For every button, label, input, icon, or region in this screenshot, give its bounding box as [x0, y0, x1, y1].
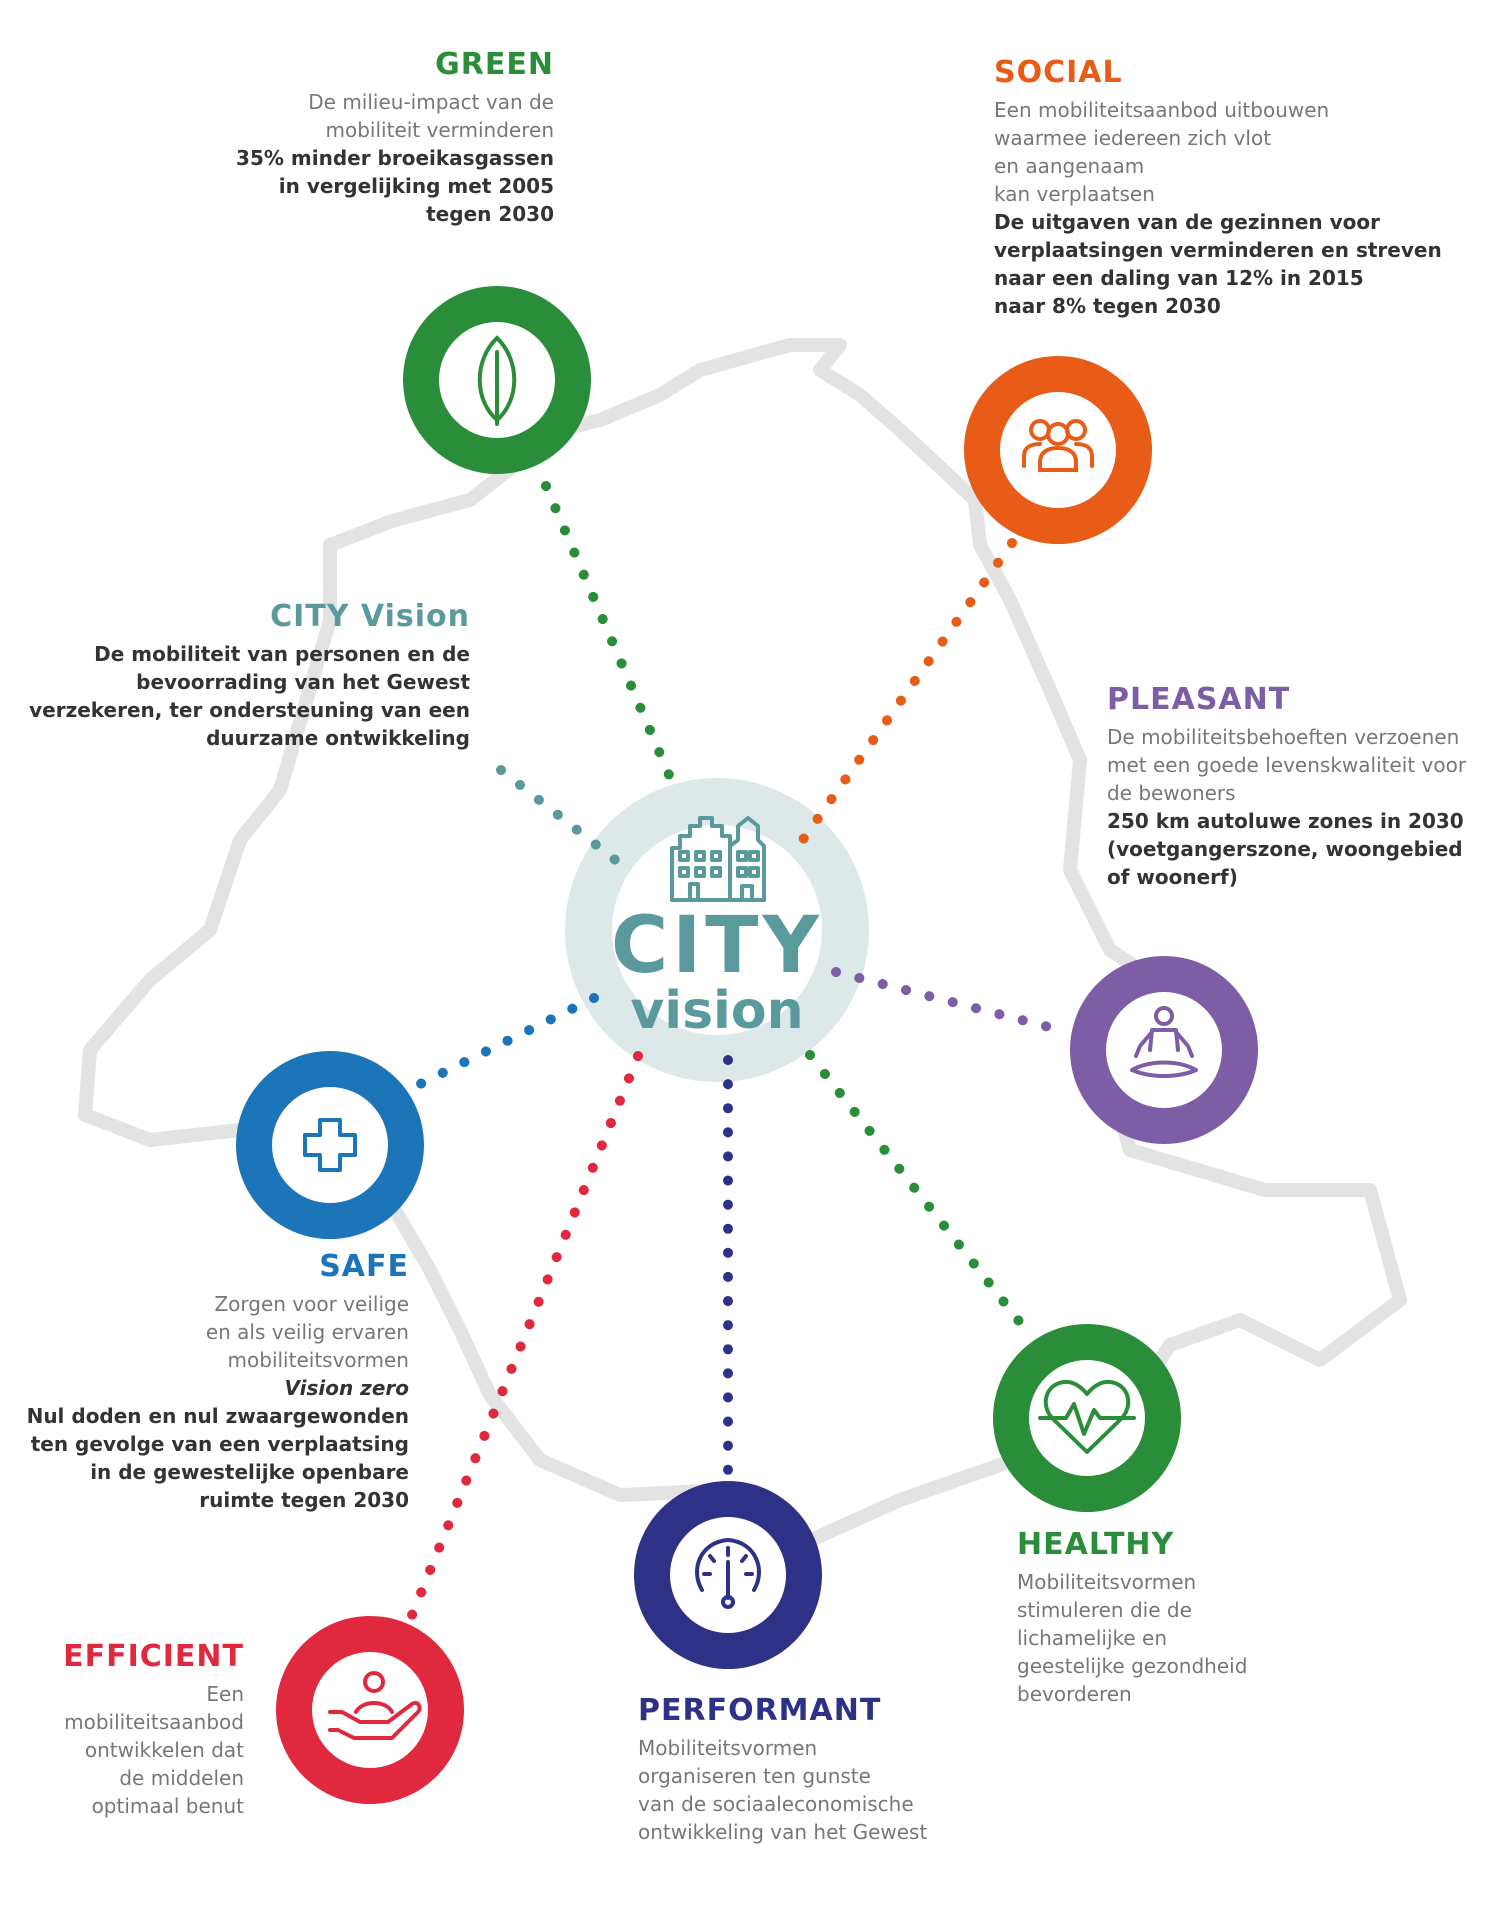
safe-target: ten gevolge van een verplaatsing: [30, 1432, 409, 1456]
node-performant: [634, 1481, 822, 1669]
performant-text-block: [638, 1694, 927, 1846]
node-efficient: [276, 1616, 464, 1804]
healthy-line: stimuleren die de: [1017, 1598, 1192, 1622]
efficient-line: de middelen: [119, 1766, 244, 1790]
healthy-text-block: [1017, 1528, 1247, 1708]
pleasant-target: 250 km autoluwe zones in 2030: [1107, 809, 1464, 833]
node-safe: [236, 1051, 424, 1239]
pleasant-text-block: [1107, 683, 1466, 891]
healthy-line: lichamelijke en: [1017, 1626, 1168, 1650]
social-text-block: [994, 56, 1442, 320]
safe-title: SAFE: [319, 1249, 409, 1284]
social-target: naar een daling van 12% in 2015: [994, 266, 1364, 290]
healthy-title: HEALTHY: [1017, 1527, 1175, 1562]
node-social: [964, 356, 1152, 544]
healthy-line: Mobiliteitsvormen: [1017, 1570, 1197, 1594]
healthy-line: geestelijke gezondheid: [1017, 1654, 1248, 1678]
city-line: De mobiliteit van personen en de: [94, 642, 470, 666]
node-green: [403, 286, 591, 474]
social-line: kan verplaatsen: [994, 182, 1155, 206]
social-target: De uitgaven van de gezinnen voor: [994, 210, 1380, 234]
city-text-block: [29, 600, 470, 752]
green-target: tegen 2030: [426, 202, 554, 226]
city-line: bevoorrading van het Gewest: [136, 670, 470, 694]
green-target: 35% minder broeikasgassen: [236, 146, 554, 170]
green-title: GREEN: [435, 47, 554, 82]
connector-efficient: [412, 1056, 638, 1615]
city-line: duurzame ontwikkeling: [206, 726, 470, 750]
pleasant-line: met een goede levenskwaliteit voor: [1107, 753, 1467, 777]
pleasant-line: de bewoners: [1107, 781, 1236, 805]
safe-vision-zero: Vision zero: [284, 1376, 409, 1400]
node-pleasant: [1070, 956, 1258, 1144]
center-subtitle: vision: [630, 981, 804, 1041]
social-line: waarmee iedereen zich vlot: [994, 126, 1272, 150]
social-line: Een mobiliteitsaanbod uitbouwen: [994, 98, 1330, 122]
social-target: naar 8% tegen 2030: [994, 294, 1221, 318]
healthy-line: bevorderen: [1017, 1682, 1132, 1706]
pleasant-line: De mobiliteitsbehoeften verzoenen: [1107, 725, 1460, 749]
performant-line: van de sociaaleconomische: [638, 1792, 914, 1816]
pleasant-title: PLEASANT: [1107, 682, 1291, 717]
city-line: verzekeren, ter ondersteuning van een: [29, 698, 470, 722]
efficient-title: EFFICIENT: [63, 1639, 244, 1674]
safe-target: ruimte tegen 2030: [199, 1488, 409, 1512]
performant-line: Mobiliteitsvormen: [638, 1736, 818, 1760]
safe-line: mobiliteitsvormen: [227, 1348, 409, 1372]
efficient-text-block: [63, 1640, 244, 1820]
connector-green: [546, 486, 678, 796]
green-text-block: [236, 48, 554, 228]
efficient-line: optimaal benut: [91, 1794, 244, 1818]
connector-safe: [408, 998, 594, 1090]
center-title: CITY: [611, 901, 823, 991]
safe-text-block: [27, 1250, 409, 1514]
performant-line: organiseren ten gunste: [638, 1764, 871, 1788]
efficient-line: Een: [206, 1682, 244, 1706]
connector-healthy: [810, 1055, 1022, 1325]
safe-target: Nul doden en nul zwaargewonden: [26, 1404, 409, 1428]
safe-line: en als veilig ervaren: [205, 1320, 409, 1344]
pleasant-target: (voetgangerszone, woongebied: [1107, 837, 1463, 861]
performant-title: PERFORMANT: [638, 1693, 882, 1728]
connector-pleasant: [836, 972, 1068, 1032]
performant-line: ontwikkeling van het Gewest: [638, 1820, 928, 1844]
efficient-line: ontwikkelen dat: [84, 1738, 244, 1762]
pleasant-target: of woonerf): [1107, 865, 1238, 889]
green-target: in vergelijking met 2005: [278, 174, 554, 198]
connector-social: [790, 543, 1012, 858]
green-line: De milieu-impact van de: [308, 90, 554, 114]
safe-line: Zorgen voor veilige: [214, 1292, 409, 1316]
social-title: SOCIAL: [994, 55, 1123, 90]
social-target: verplaatsingen verminderen en streven: [994, 238, 1442, 262]
city-title: CITY Vision: [270, 599, 470, 634]
social-line: en aangenaam: [994, 154, 1145, 178]
node-healthy: [993, 1324, 1181, 1512]
efficient-line: mobiliteitsaanbod: [64, 1710, 244, 1734]
safe-target: in de gewestelijke openbare: [90, 1460, 409, 1484]
green-line: mobiliteit verminderen: [325, 118, 554, 142]
